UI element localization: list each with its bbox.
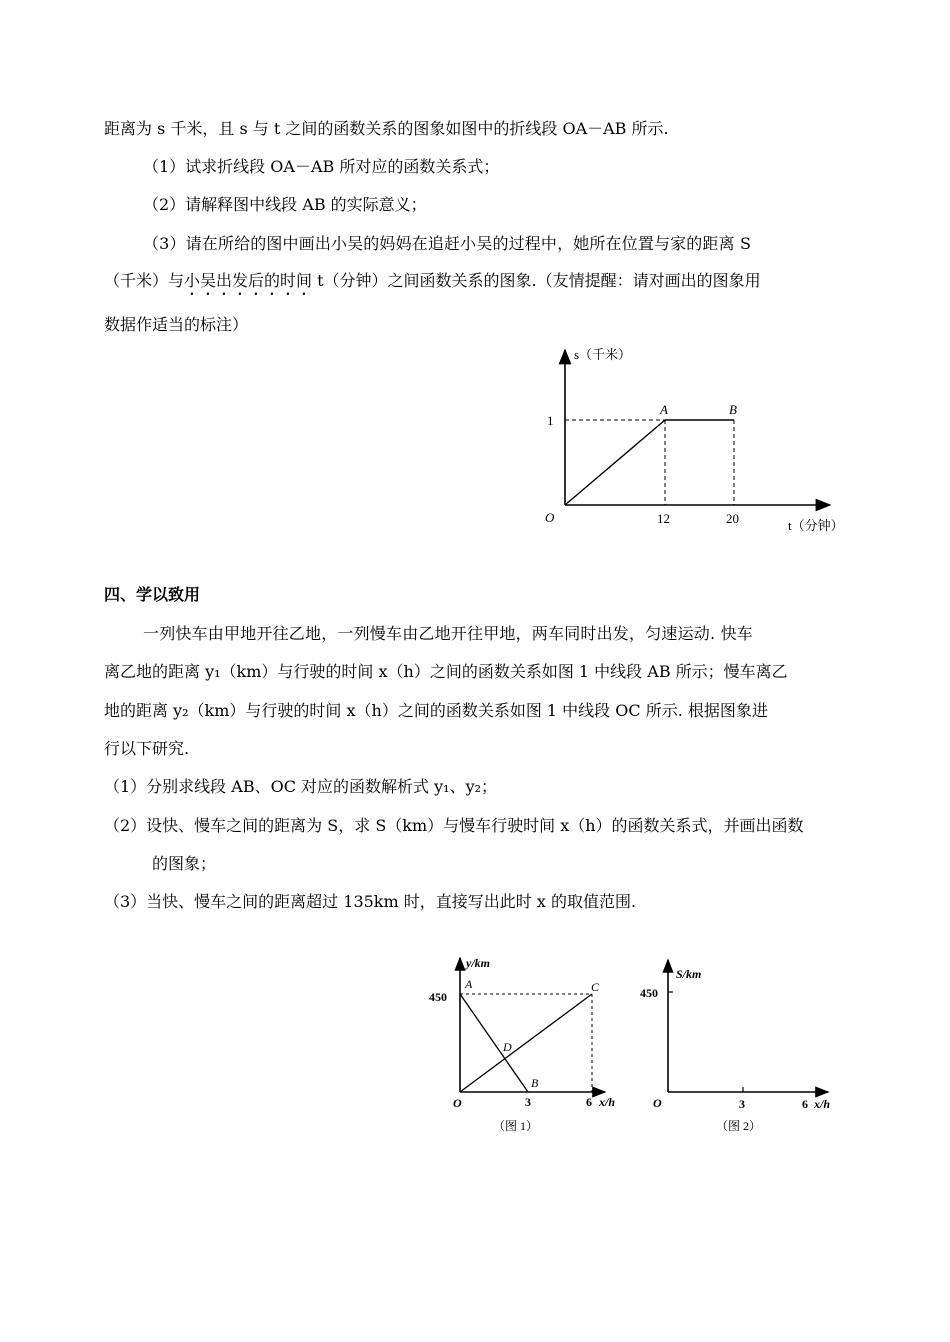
fig1-x-tick-3: 3 <box>525 1095 531 1109</box>
graph1-x-tick-20: 20 <box>726 511 739 526</box>
figure-1-graph <box>425 950 635 1140</box>
fig1-x-tick-6: 6 <box>586 1095 592 1109</box>
graph1-x-tick-12: 12 <box>657 511 670 526</box>
section4-heading: 四、学以致用 <box>104 585 201 604</box>
fig1-y-tick-450: 450 <box>429 990 447 1004</box>
section4-para-line1: 一列快车由甲地开往乙地，一列慢车由乙地开往甲地，两车同时出发，匀速运动. 快车 <box>143 624 753 643</box>
graph1-x-label: t（分钟） <box>788 518 844 533</box>
fig2-y-label: S/km <box>676 967 702 981</box>
problem3-question-3-line2 <box>104 270 761 299</box>
section4-question-2-line2: 的图象； <box>152 854 217 873</box>
q3-line2-emphasis: 小吴出发后的时间 <box>184 271 313 290</box>
graph1-origin: O <box>545 510 555 525</box>
fig1-point-a: A <box>465 977 473 991</box>
fig2-x-label: x/h <box>814 1097 831 1111</box>
figure-2-graph <box>640 950 850 1140</box>
problem3-question-1: （1）试求折线段 OA－AB 所对应的函数关系式； <box>143 157 500 176</box>
fig1-caption: （图 1） <box>493 1119 539 1133</box>
fig1-y-label: y/km <box>466 956 490 970</box>
section4-para-line4: 行以下研究. <box>104 739 190 758</box>
graph1-y-label: s（千米） <box>574 347 632 362</box>
fig1-point-b: B <box>531 1076 539 1090</box>
fig1-origin: O <box>453 1096 462 1110</box>
fig2-origin: O <box>653 1096 662 1110</box>
section4-para-line3: 地的距离 y₂（km）与行驶的时间 x（h）之间的函数关系如图 1 中线段 OC 所示. 根据图象进 <box>104 701 768 720</box>
fig2-x-tick-6: 6 <box>802 1097 808 1111</box>
section4-para-line2: 离乙地的距离 y₁（km）与行驶的时间 x（h）之间的函数关系如图 1 中线段 AB 所示；慢车离乙 <box>104 662 788 681</box>
fig1-segment-ab <box>460 994 528 1092</box>
problem3-question-3-line1: （3）请在所给的图中画出小吴的妈妈在追赶小吴的过程中，她所在位置与家的距离 S <box>143 234 752 253</box>
distance-time-graph <box>530 340 870 540</box>
problem3-question-2: （2）请解释图中线段 AB 的实际意义； <box>143 195 427 214</box>
problem3-question-3-line3: 数据作适当的标注） <box>104 315 249 334</box>
graph1-point-a: A <box>660 402 668 417</box>
fig1-point-c: C <box>591 980 600 994</box>
fig1-segment-oc <box>460 994 592 1092</box>
q3-line2-post: t（分钟）之间函数关系的图象.（友情提醒：请对画出的图象用 <box>312 271 761 290</box>
fig1-point-d: D <box>503 1040 512 1054</box>
section4-question-2-line1: （2）设快、慢车之间的距离为 S，求 S（km）与慢车行驶时间 x（h）的函数关系式，并画出函数 <box>104 816 804 835</box>
problem3-line1: 距离为 s 千米，且 s 与 t 之间的函数关系的图象如图中的折线段 OA－AB 所示. <box>104 119 669 138</box>
fig2-y-tick-450: 450 <box>640 986 658 1000</box>
fig1-x-label: x/h <box>599 1095 616 1109</box>
fig2-caption: （图 2） <box>716 1119 762 1133</box>
graph1-y-tick-1: 1 <box>547 413 554 428</box>
q3-line2-pre: （千米）与 <box>104 271 185 290</box>
graph1-segment-oa <box>565 420 665 505</box>
section4-question-1: （1）分别求线段 AB、OC 对应的函数解析式 y₁、y₂； <box>104 777 498 796</box>
graph1-point-b: B <box>729 402 737 417</box>
fig2-x-tick-3: 3 <box>739 1097 745 1111</box>
section4-question-3: （3）当快、慢车之间的距离超过 135km 时，直接写出此时 x 的取值范围. <box>104 892 637 911</box>
